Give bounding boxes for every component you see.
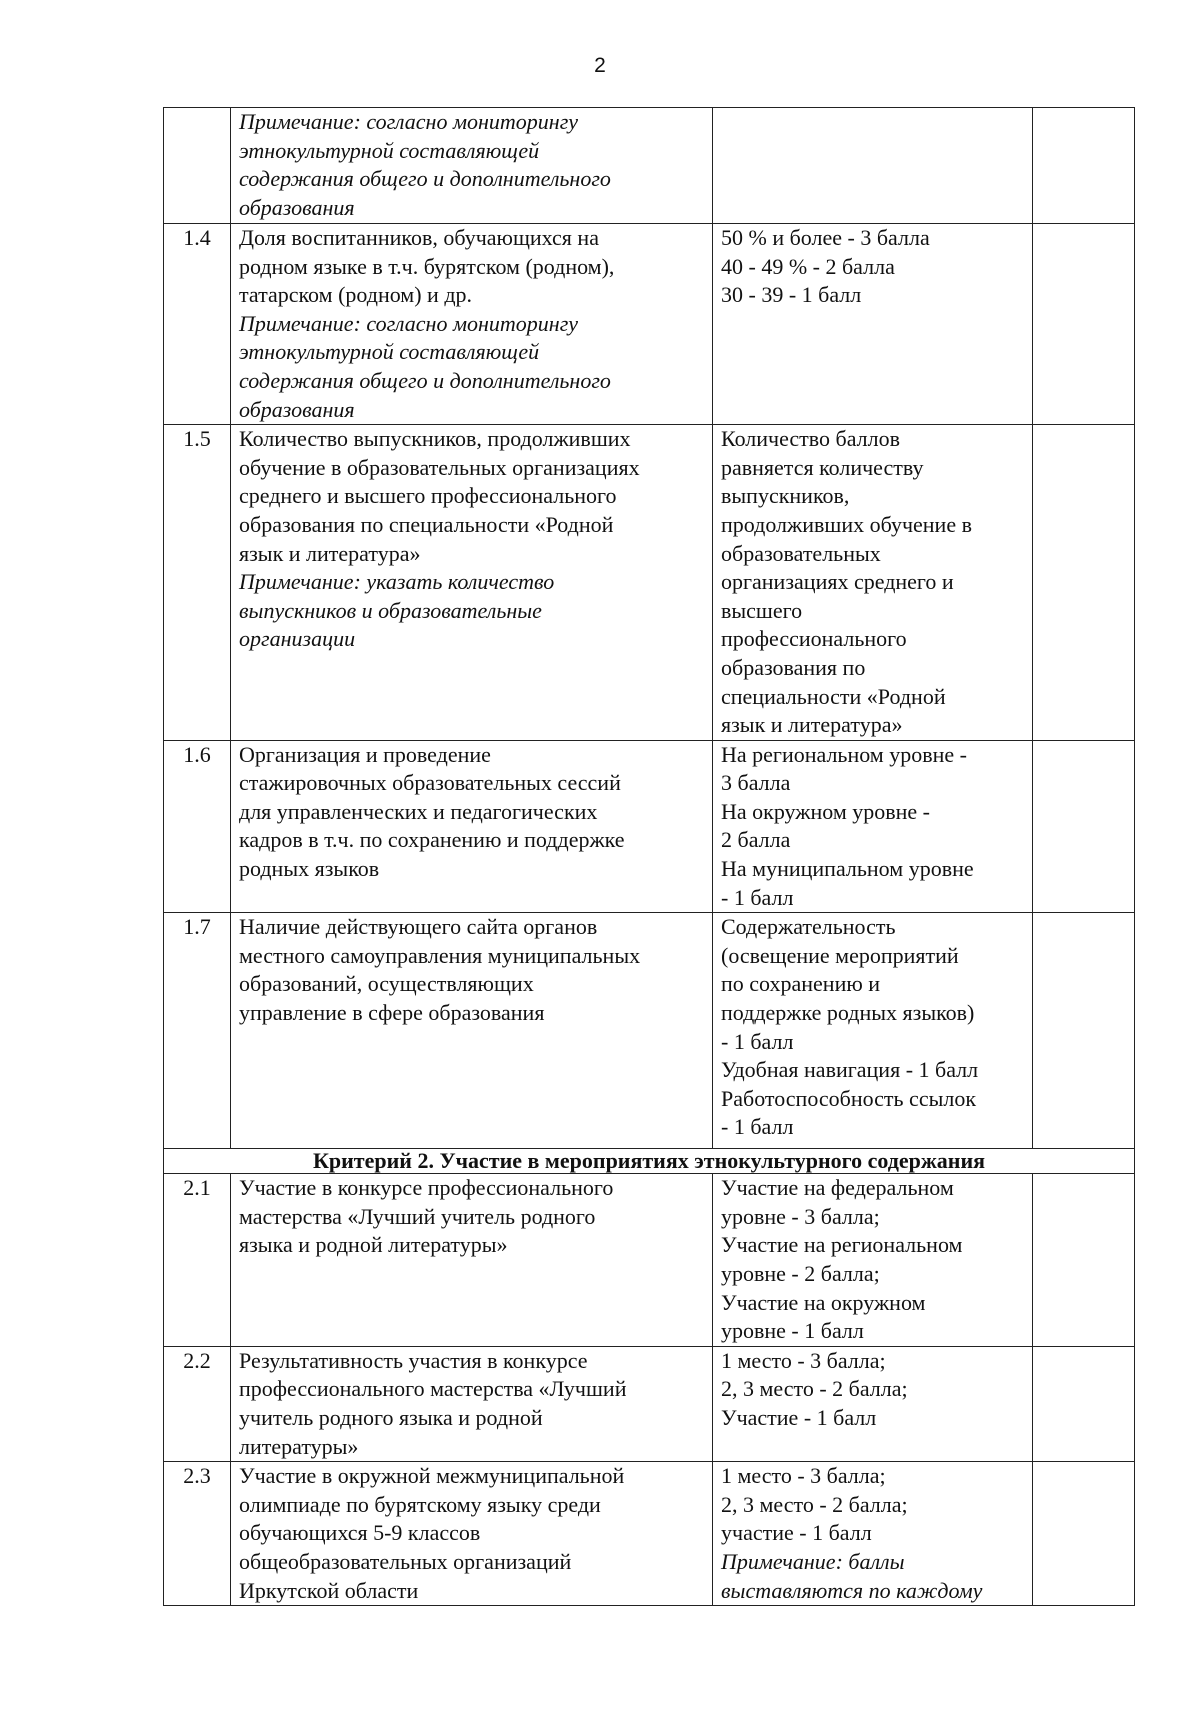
text-line: На региональном уровне - [721, 741, 967, 767]
scoring-cell [713, 224, 1033, 425]
text-line: учитель родного языка и родной [239, 1405, 543, 1430]
text-line: (освещение мероприятий [721, 942, 959, 968]
text-line: поддержке родных языков) [721, 1000, 975, 1026]
text-line: 30 - 39 - 1 балл [721, 282, 862, 308]
text-line: среднего и высшего профессионального [239, 483, 617, 509]
indicator-cell [231, 1174, 713, 1347]
text-line: образовательных [721, 540, 881, 566]
text-line: На окружном уровне - [721, 798, 930, 824]
text-line: Иркутской области [239, 1577, 419, 1603]
table-row [164, 425, 1135, 741]
table-row [164, 740, 1135, 913]
text-line: организациях среднего и [721, 569, 954, 595]
text-line: языка и родной литературы» [239, 1232, 508, 1258]
text-line: Доля воспитанников, обучающихся на [239, 225, 599, 250]
row-number-cell: 1.7 [164, 913, 231, 1149]
text-line: уровне - 2 балла; [721, 1261, 880, 1287]
text-line: выпускников, [721, 483, 850, 509]
text-line: Наличие действующего сайта органов [239, 914, 598, 940]
text-line: язык и литература» [721, 712, 903, 738]
row-number-cell: 2.2 [164, 1346, 231, 1461]
text-line: образований, осуществляющих [239, 971, 534, 997]
text-line: Работоспособность ссылок [721, 1085, 977, 1111]
text-line: Количество баллов [721, 426, 901, 452]
note-line: содержания общего и дополнительного [239, 367, 611, 393]
text-line: 3 балла [721, 770, 791, 796]
text-line: олимпиаде по бурятскому языку среди [239, 1491, 601, 1517]
score-value-cell [1033, 224, 1135, 425]
text-line: татарском (родном) и др. [239, 282, 473, 308]
score-value-cell [1033, 108, 1135, 224]
text-line: 50 % и более - 3 балла [721, 225, 930, 250]
text-line: участие - 1 балл [721, 1520, 872, 1546]
text-line: продолживших обучение в [721, 511, 972, 537]
scoring-cell [713, 913, 1033, 1149]
page-number: 2 [594, 54, 606, 77]
text-line: обучение в образовательных организациях [239, 454, 640, 480]
text-line: родном языке в т.ч. бурятском (родном), [239, 253, 615, 279]
note-line: содержания общего и дополнительного [239, 166, 611, 192]
text-line: Участие на окружном [721, 1289, 926, 1315]
text-line: Удобная навигация - 1 балл [721, 1057, 979, 1083]
table-row [164, 224, 1135, 425]
text-line: равняется количеству [721, 454, 924, 480]
text-line: обучающихся 5-9 классов [239, 1520, 481, 1546]
text-line: Результативность участия в конкурсе [239, 1347, 588, 1373]
text-line: по сохранению и [721, 971, 881, 997]
text-line: профессионального мастерства «Лучший [239, 1376, 627, 1402]
text-line: литературы» [239, 1433, 359, 1459]
score-value-cell [1033, 1174, 1135, 1347]
text-line: - 1 балл [721, 1114, 794, 1140]
text-line: язык и литература» [239, 540, 421, 566]
criteria-section-row [164, 1149, 1135, 1174]
score-value-cell [1033, 740, 1135, 913]
table-row [164, 1174, 1135, 1347]
indicator-cell [231, 913, 713, 1149]
scoring-cell [713, 108, 1033, 224]
table-row [164, 1462, 1135, 1606]
text-line: Участие на федеральном [721, 1175, 954, 1201]
text-line: 1 место - 3 балла; [721, 1347, 886, 1373]
scoring-cell [713, 1462, 1033, 1606]
text-line: для управленческих и педагогических [239, 798, 598, 824]
text-line: Участие - 1 балл [721, 1405, 877, 1430]
text-line: Количество выпускников, продолживших [239, 426, 631, 452]
text-line: высшего [721, 597, 803, 623]
indicator-cell [231, 1346, 713, 1461]
text-line: 2 балла [721, 827, 791, 853]
text-line: - 1 балл [721, 884, 794, 910]
text-line: мастерства «Лучший учитель родного [239, 1203, 596, 1229]
indicator-cell [231, 224, 713, 425]
note-line: этнокультурной составляющей [239, 137, 540, 163]
score-value-cell [1033, 425, 1135, 741]
text-line: Участие на региональном [721, 1232, 963, 1258]
text-line: Организация и проведение [239, 741, 491, 767]
criteria-table [163, 107, 1135, 1606]
row-number-cell: 2.1 [164, 1174, 231, 1347]
score-value-cell [1033, 1346, 1135, 1461]
row-number-cell: 1.4 [164, 224, 231, 425]
note-line: выпускников и образовательные [239, 597, 542, 623]
text-line: 1 место - 3 балла; [721, 1463, 886, 1489]
scoring-cell [713, 1346, 1033, 1461]
text-line: 2, 3 место - 2 балла; [721, 1376, 908, 1402]
row-number-cell: 2.3 [164, 1462, 231, 1606]
text-line: стажировочных образовательных сессий [239, 770, 621, 796]
text-line: Участие в окружной межмуниципальной [239, 1463, 625, 1489]
score-value-cell [1033, 913, 1135, 1149]
table-row [164, 1346, 1135, 1461]
note-line: этнокультурной составляющей [239, 339, 540, 365]
text-line: местного самоуправления муниципальных [239, 942, 641, 968]
text-line: специальности «Родной [721, 683, 946, 709]
text-line: 40 - 49 % - 2 балла [721, 253, 895, 279]
text-line: образования по [721, 654, 866, 680]
note-line: образования [239, 194, 355, 220]
indicator-cell [231, 740, 713, 913]
text-line: профессионального [721, 626, 907, 652]
text-line: Содержательность [721, 914, 896, 940]
text-line: На муниципальном уровне [721, 856, 974, 882]
text-line: уровне - 1 балл [721, 1318, 864, 1344]
criteria-table-body [164, 108, 1135, 1606]
text-line: образования по специальности «Родной [239, 511, 614, 537]
row-number-cell: 1.6 [164, 740, 231, 913]
indicator-cell [231, 1462, 713, 1606]
text-line: уровне - 3 балла; [721, 1203, 880, 1229]
row-number-cell: 1.5 [164, 425, 231, 741]
text-line: Участие в конкурсе профессионального [239, 1175, 614, 1201]
text-line: - 1 балл [721, 1028, 794, 1054]
text-line: 2, 3 место - 2 балла; [721, 1491, 908, 1517]
table-row [164, 913, 1135, 1149]
text-line: общеобразовательных организаций [239, 1548, 572, 1574]
indicator-cell [231, 425, 713, 741]
scoring-cell [713, 740, 1033, 913]
note-line: образования [239, 396, 355, 422]
note-line: выставляются по каждому [721, 1577, 983, 1603]
note-line: Примечание: баллы [721, 1548, 905, 1574]
row-number-cell [164, 108, 231, 224]
note-line: Примечание: согласно мониторингу [239, 109, 579, 134]
note-line: Примечание: согласно мониторингу [239, 310, 579, 336]
indicator-cell [231, 108, 713, 224]
score-value-cell [1033, 1462, 1135, 1606]
scoring-cell [713, 1174, 1033, 1347]
section-heading: Критерий 2. Участие в мероприятиях этнокультурного содержания [164, 1149, 1135, 1174]
text-line: кадров в т.ч. по сохранению и поддержке [239, 827, 625, 853]
scoring-cell [713, 425, 1033, 741]
text-line: родных языков [239, 856, 380, 882]
note-line: организации [239, 626, 356, 652]
text-line: управление в сфере образования [239, 1000, 545, 1026]
note-line: Примечание: указать количество [239, 569, 555, 595]
table-row [164, 108, 1135, 224]
